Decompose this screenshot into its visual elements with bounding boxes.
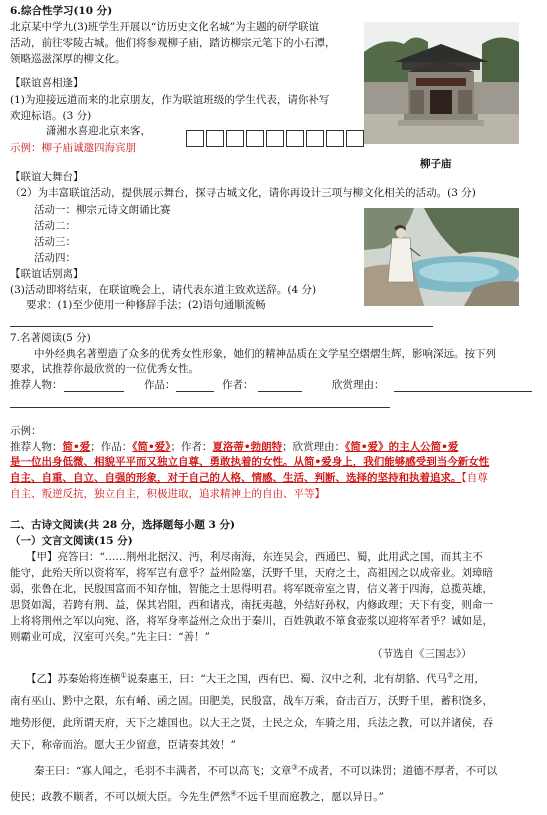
answer-box[interactable] xyxy=(206,130,224,147)
qin-1a: 秦王曰：“寡人闻之，毛羽不丰满者，不可以高飞；文章 xyxy=(34,765,292,777)
ex-reason-2: 是一位出身低微、相貌平平而又独立自尊、勇敢执着的女性。从简•爱身上，我们能够感受到当今新女性 xyxy=(10,456,490,468)
fill-work-label: 作品： xyxy=(144,379,176,391)
jia-line-4: 思贤如渴，若跨有荆、益，保其岩阻，西和诸戎，南抚夷越，外结好孙权，内修政理；天下有变，则命一 xyxy=(10,599,493,611)
answer-box[interactable] xyxy=(326,130,344,147)
note-3: ③ xyxy=(291,763,298,772)
ex-reason-4: 自主、叛逆反抗，独立自主，积极进取，追求精神上的自由、平等】 xyxy=(10,488,325,500)
reason-input-line-2[interactable] xyxy=(10,407,390,408)
ex-person-label: 推荐人物： xyxy=(10,441,63,453)
part2-subtitle: （一）文言文阅读(15 分) xyxy=(10,535,133,547)
jia-source: （节选自《三国志》） xyxy=(372,648,472,660)
q7-title: 7.名著阅读(5 分) xyxy=(10,332,91,344)
note-1: ① xyxy=(120,671,127,680)
s1-prompt-2: 欢迎标语。(3 分) xyxy=(10,110,92,122)
slogan-text: 潇湘水喜迎北京来客， xyxy=(46,125,151,137)
activity-3: 活动三： xyxy=(34,236,76,248)
yi-1a: 【乙】苏秦始将连横 xyxy=(26,673,121,685)
ex-author-label: ；作者： xyxy=(170,441,213,453)
yi-line-2: 南有巫山、黔中之限，东有崤、函之固。田肥美，民殷富，战车万乘，奋击百万，沃野千里，蓄积饶多， xyxy=(10,695,493,707)
answer-box[interactable] xyxy=(246,130,264,147)
ex-work-label: ；作品： xyxy=(90,441,133,453)
work-input-line[interactable] xyxy=(176,391,214,392)
activity-2: 活动二： xyxy=(34,220,76,232)
yi-1b: 说秦惠王，曰：“大王之国，西有巴、蜀、汉中之利，北有胡貉、代马 xyxy=(126,673,448,685)
ex-person: 简•爱 xyxy=(62,441,91,453)
answer-box[interactable] xyxy=(286,130,304,147)
ex-reason-start: 《简•爱》的主人公简•爱 xyxy=(345,441,459,453)
jia-line-2: 能守，此殆天所以资将军，将军岂有意乎？益州险塞，沃野千里，天府之土，高祖因之以成帝业。刘璋暗 xyxy=(10,567,493,579)
note-4: ④ xyxy=(230,789,237,798)
section-divider xyxy=(10,326,433,327)
author-input-line[interactable] xyxy=(258,391,302,392)
example-line-1 xyxy=(10,440,458,455)
answer-box[interactable] xyxy=(346,130,364,147)
s1-prompt-1: (1)为迎接远道而来的北京朋友，作为联谊班级的学生代表，请你补写 xyxy=(10,94,330,106)
s2-title: 【联谊大舞台】 xyxy=(10,171,84,183)
qin-2b: 不远千里而庭教之，愿以异日。” xyxy=(236,791,384,803)
liuzi-temple-image xyxy=(364,22,519,144)
ex-reason-3: 自主、自重、自立、自强的形象，对于自己的人格、情感、生活、判断、选择的坚持和执着追求。 xyxy=(10,472,462,484)
answer-box[interactable] xyxy=(266,130,284,147)
s3-title: 【联谊话别离】 xyxy=(10,268,84,280)
yi-line-1 xyxy=(26,672,485,687)
part2-title: 二、古诗文阅读(共 28 分，选择题每小题 3 分) xyxy=(10,519,235,531)
jia-line-1: 【甲】亮答曰：“……荆州北据汉、沔，利尽南海，东连吴会，西通巴、蜀，此用武之国，而其主不 xyxy=(26,551,483,563)
qin-2a: 使民；政教不顺者，不可以烦大臣。今先生俨然 xyxy=(10,791,231,803)
fill-author-label: 作者： xyxy=(222,379,254,391)
person-input-line[interactable] xyxy=(64,391,124,392)
slogan-example: 示例：柳子庙诚邀四海宾朋 xyxy=(10,142,136,154)
note-2: ② xyxy=(447,671,454,680)
fill-person-label: 推荐人物： xyxy=(10,379,63,391)
answer-box[interactable] xyxy=(306,130,324,147)
example-label: 示例： xyxy=(10,425,42,437)
yi-1c: 之用， xyxy=(453,673,485,685)
jia-line-3: 弱，张鲁在北，民殷国富而不知存恤，智能之士思得明君。将军既帝室之胄，信义著于四海，总揽英雄， xyxy=(10,583,493,595)
q6-intro-1: 北京某中学九(3)班学生开展以“访历史文化名城”为主题的研学联谊 xyxy=(10,21,320,33)
q6-intro-2: 活动，前往零陵古城。他们将参观柳子庙，踏访柳宗元笔下的小石潭， xyxy=(10,37,336,49)
s2-prompt: （2）为丰富联谊活动，提供展示舞台，探寻古城文化，请你再设计三项与柳文化相关的活动。(3 分) xyxy=(10,187,476,199)
ex-author: 夏洛蒂•勃朗特 xyxy=(212,441,283,453)
qin-line-2 xyxy=(10,790,384,805)
s1-title: 【联谊喜相逢】 xyxy=(10,77,84,89)
s3-prompt: (3)活动即将结束，在联谊晚会上，请代表东道主致欢送辞。(4 分) xyxy=(10,284,317,296)
qin-1b: 不成者，不可以诛罚；道德不厚者，不可以 xyxy=(297,765,498,777)
reason-input-line[interactable] xyxy=(394,391,532,392)
scholar-stream-image xyxy=(364,208,519,306)
s3-requirement: 要求：(1)至少使用一种修辞手法；(2)语句通顺流畅 xyxy=(26,299,266,311)
answer-box[interactable] xyxy=(226,130,244,147)
fill-reason-label: 欣赏理由： xyxy=(332,379,385,391)
q6-title: 6.综合性学习(10 分) xyxy=(10,5,113,17)
answer-box[interactable] xyxy=(186,130,204,147)
q6-intro-3: 领略巡滋深厚的柳文化。 xyxy=(10,53,126,65)
yi-line-4: 天下，称帝而治。愿大王少留意，臣请奏其效！” xyxy=(10,739,236,751)
activity-1: 活动一：柳宗元诗文朗诵比赛 xyxy=(34,204,171,216)
jia-line-5: 上将将荆州之军以向宛、洛，将军身率益州之众出于秦川，百姓孰敢不箪食壶浆以迎将军者乎？诚如是， xyxy=(10,615,493,627)
q7-body-1: 中外经典名著塑造了众多的优秀女性形象，她们的精神品质在文学星空熠熠生辉，影响深远。按下列 xyxy=(34,348,496,360)
ex-reason-label: ；欣赏理由： xyxy=(282,441,346,453)
ex-reason-3-row xyxy=(10,471,488,486)
q7-body-2: 要求，试推荐你最欣赏的一位优秀女性。 xyxy=(10,363,199,375)
ex-work: 《简•爱》 xyxy=(132,441,171,453)
activity-4: 活动四： xyxy=(34,252,76,264)
yi-line-3: 地势形便，此所谓天府，天下之雄国也。以大王之贤，士民之众，车骑之用，兵法之教，可以并诸侯，吞 xyxy=(10,717,493,729)
qin-line-1 xyxy=(34,764,497,779)
ex-reason-3b: 【自尊 xyxy=(461,472,488,484)
image-caption: 柳子庙 xyxy=(420,158,452,170)
jia-line-6: 则霸业可成，汉室可兴矣。”先主曰：“善！” xyxy=(10,631,210,643)
